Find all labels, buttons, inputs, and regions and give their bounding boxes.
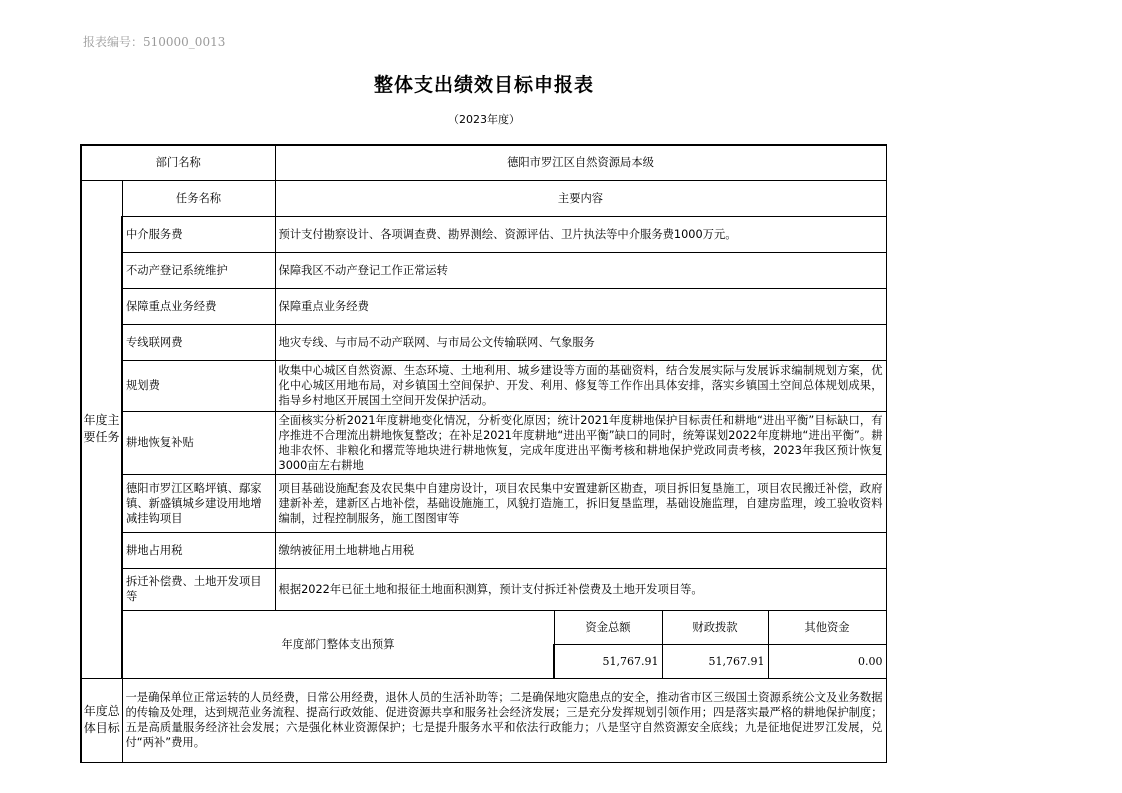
task-name: 规划费 bbox=[122, 360, 275, 411]
task-header-row bbox=[81, 180, 886, 216]
task-row bbox=[81, 360, 886, 411]
task-content: 全面核实分析2021年度耕地变化情况，分析变化原因；统计2021年度耕地保护目标责任和耕地“进出平衡”目标缺口，有序推进不合理流出耕地恢复整改；在补足2021年度耕地“进出平衡”缺口的同时，统筹谋划2022年度耕地“进出平衡”。耕地非农怀、非粮化和撂荒等地块进行耕地恢复，完成年度进出平衡考核和耕地保护党政同责考核，2023年我区预计恢复3000亩左右耕地 bbox=[275, 411, 886, 474]
report-number: 报表编号：510000_0013 bbox=[83, 35, 226, 49]
task-name: 德阳市罗江区略坪镇、鄢家镇、新盛镇城乡建设用地增减挂钩项目 bbox=[122, 474, 275, 532]
task-row bbox=[81, 288, 886, 324]
task-row bbox=[81, 252, 886, 288]
task-name: 拆迁补偿费、土地开发项目等 bbox=[122, 568, 275, 610]
department-row bbox=[81, 145, 886, 180]
task-name: 保障重点业务经费 bbox=[122, 288, 275, 324]
task-name: 中介服务费 bbox=[122, 216, 275, 252]
task-content: 保障重点业务经费 bbox=[275, 288, 886, 324]
annual-goals-side-label: 年度总体目标 bbox=[81, 678, 122, 762]
task-content: 保障我区不动产登记工作正常运转 bbox=[275, 252, 886, 288]
task-row bbox=[81, 474, 886, 532]
task-name: 耕地占用税 bbox=[122, 532, 275, 568]
budget-total-value: 51,767.91 bbox=[554, 644, 662, 678]
budget-other-header: 其他资金 bbox=[768, 610, 886, 644]
task-name-header: 任务名称 bbox=[122, 180, 275, 216]
budget-other-value: 0.00 bbox=[768, 644, 886, 678]
task-content: 地灾专线、与市局不动产联网、与市局公文传输联网、气象服务 bbox=[275, 324, 886, 360]
task-content: 预计支付勘察设计、各项调查费、勘界测绘、资源评估、卫片执法等中介服务费1000万元。 bbox=[275, 216, 886, 252]
task-content: 项目基础设施配套及农民集中自建房设计，项目农民集中安置建新区勘查，项目拆旧复垦施工，项目农民搬迁补偿，政府建新补差，建新区占地补偿，基础设施施工，风貌打造施工，拆旧复垦监理，基础设施监理，自建房监理，竣工验收资料编制，过程控制服务，施工图图审等 bbox=[275, 474, 886, 532]
goals-row bbox=[81, 678, 886, 762]
performance-target-table bbox=[80, 144, 887, 763]
budget-header-row bbox=[81, 610, 886, 644]
task-name: 耕地恢复补贴 bbox=[122, 411, 275, 474]
annual-goals-content: 一是确保单位正常运转的人员经费，日常公用经费，退休人员的生活补助等；二是确保地灾隐患点的安全，推动省市区三级国土资源系统公文及业务数据的传输及处理，达到规范业务流程、提高行政效能、促进资源共享和服务社会经济发展；三是充分发挥规划引领作用；四是落实最严格的耕地保护制度；五是高质量服务经济社会发展；六是强化林业资源保护；七是提升服务水平和依法行政能力；八是坚守自然资源安全底线；九是征地促进罗江发展，兑付“两补”费用。 bbox=[122, 678, 886, 762]
budget-fiscal-value: 51,767.91 bbox=[662, 644, 768, 678]
page-title: 整体支出绩效目标申报表 bbox=[373, 74, 594, 96]
task-content: 收集中心城区自然资源、生态环境、土地利用、城乡建设等方面的基础资料，结合发展实际与发展诉求编制规划方案，优化中心城区用地布局，对乡镇国土空间保护、开发、利用、修复等工作作出具体安排，落实乡镇国土空间总体规划成果，指导乡村地区开展国土空间开发保护活动。 bbox=[275, 360, 886, 411]
task-row bbox=[81, 411, 886, 474]
budget-label: 年度部门整体支出预算 bbox=[122, 610, 554, 678]
report-year: （2023年度） bbox=[448, 113, 520, 126]
task-content: 缴纳被征用土地耕地占用税 bbox=[275, 532, 886, 568]
task-row bbox=[81, 568, 886, 610]
budget-fiscal-header: 财政拨款 bbox=[662, 610, 768, 644]
budget-total-header: 资金总额 bbox=[554, 610, 662, 644]
task-row bbox=[81, 324, 886, 360]
main-content-header: 主要内容 bbox=[275, 180, 886, 216]
task-name: 专线联网费 bbox=[122, 324, 275, 360]
task-name: 不动产登记系统维护 bbox=[122, 252, 275, 288]
annual-tasks-side-label: 年度主要任务 bbox=[81, 180, 122, 678]
department-label: 部门名称 bbox=[81, 145, 275, 180]
task-content: 根据2022年已征土地和报征土地面积测算，预计支付拆迁补偿费及土地开发项目等。 bbox=[275, 568, 886, 610]
department-value: 德阳市罗江区自然资源局本级 bbox=[275, 145, 886, 180]
task-row bbox=[81, 532, 886, 568]
task-row bbox=[81, 216, 886, 252]
